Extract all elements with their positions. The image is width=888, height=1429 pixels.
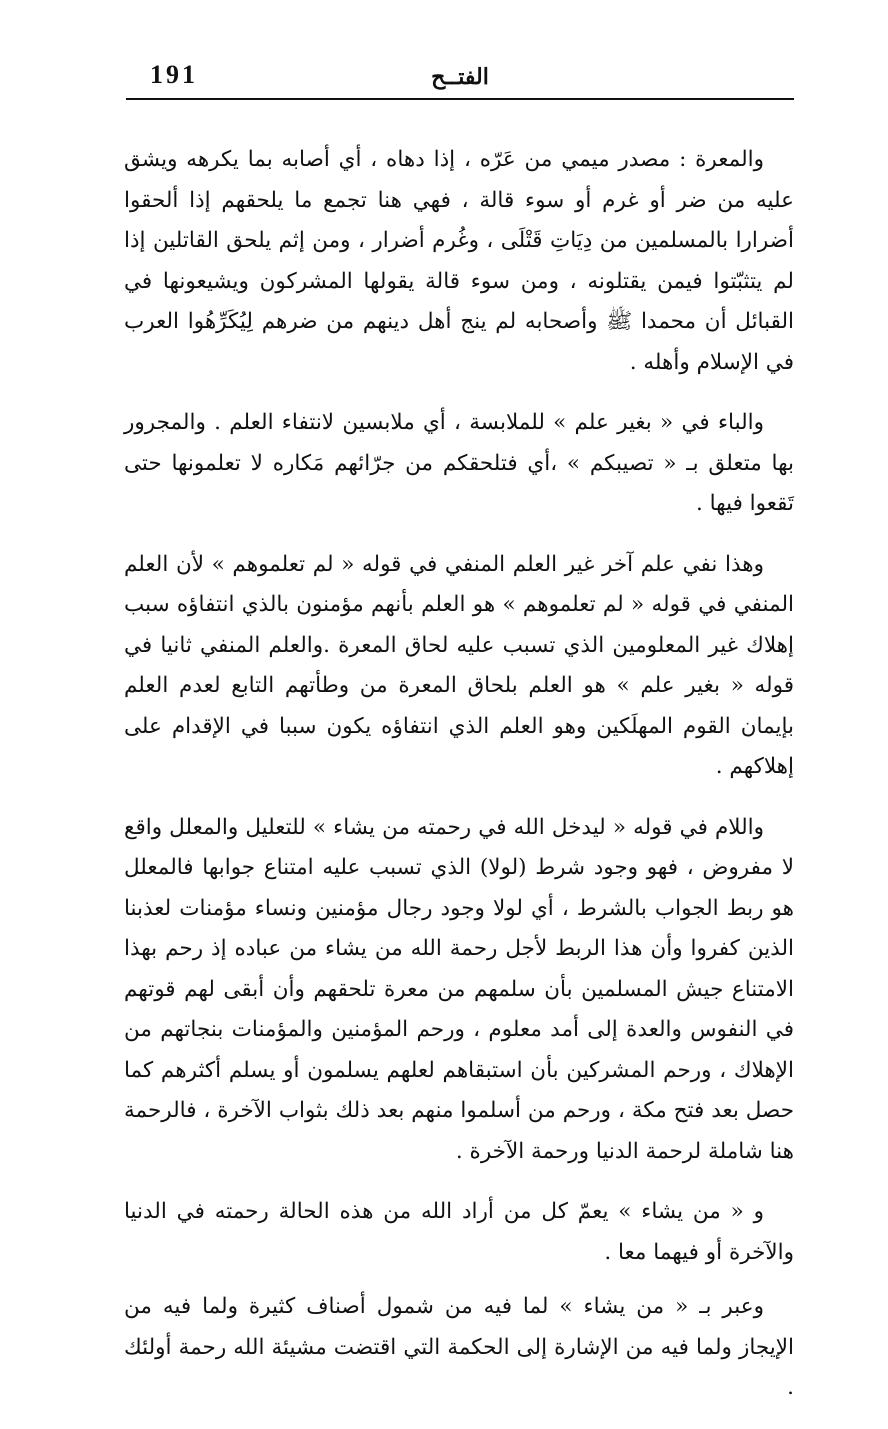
- body-text: [124, 140, 794, 1429]
- paragraph-2: والباء في « بغير علم » للملابسة ، أي ملابسين لانتفاء العلم . والمجرور بها متعلق بـ « تصيبكم » ،أي فتلحقكم من جرّائهم مَكاره لا تعلمونها حتى تَقعوا فيها .: [124, 410, 794, 516]
- running-title: الفتــح: [431, 64, 489, 90]
- paragraph-1: والمعرة : مصدر ميمي من عَرّه ، إذا دهاه ، أي أصابه بما يكرهه ويشق عليه من ضر أو غرم أو سوء قالة ، فهي هنا تجمع ما يلحقهم إذا ألحقوا أضرارا بالمسلمين من دِيَاتِ قَتْلَى ، وغُرم أضرار ، ومن إثم يلحق القاتلين إذا لم يتثبّتوا فيمن يقتلونه ، ومن سوء قالة يقولها المشركون ويشيعونها في القبائل أن محمدا ﷺ وأصحابه لم ينج أهل دينهم من ضرهم لِيُكَرِّهُوا العرب في الإسلام وأهله .: [124, 147, 794, 375]
- paragraph-4: واللام في قوله « ليدخل الله في رحمته من يشاء » للتعليل والمعلل واقع لا مفروض ، فهو وجود شرط (لولا) الذي تسبب عليه امتناع جوابها فالمعلل هو ربط الجواب بالشرط ، أي لولا وجود رجال مؤمنين ونساء مؤمنات لعذبنا الذين كفروا وأن هذا الربط لأجل رحمة الله من يشاء من عباده إذ رحم بهذا الامتناع جيش المسلمين بأن سلمهم من معرة تلحقهم وأن أبقى لهم قوتهم في النفوس والعدة إلى أمد معلوم ، ورحم المؤمنين والمؤمنات بنجاتهم من الإهلاك ، ورحم المشركين بأن استبقاهم لعلهم يسلمون أو يسلم أكثرهم كما حصل بعد فتح مكة ، ورحم من أسلموا منهم بعد ذلك بثواب الآخرة ، فالرحمة هنا شاملة لرحمة الدنيا ورحمة الآخرة .: [124, 814, 794, 1164]
- page-number: 191: [150, 60, 198, 89]
- paragraph-5: و « من يشاء » يعمّ كل من أراد الله من هذه الحالة رحمته في الدنيا والآخرة أو فيهما معا .: [124, 1199, 794, 1265]
- header-rule: [126, 98, 794, 100]
- paragraph-6: وعبر بـ « من يشاء » لما فيه من شمول أصناف كثيرة ولما فيه من الإيجاز ولما فيه من الإشارة إلى الحكمة التي اقتضت مشيئة الله رحمة أولئك .: [124, 1294, 794, 1400]
- paragraph-3: وهذا نفي علم آخر غير العلم المنفي في قوله « لم تعلموهم » لأن العلم المنفي في قوله « لم تعلموهم » هو العلم بأنهم مؤمنون بالذي انتفاؤه سبب إهلاك غير المعلومين الذي تسبب عليه لحاق المعرة .والعلم المنفي ثانيا في قوله « بغير علم » هو العلم بلحاق المعرة من وطأتهم التابع لعدم العلم بإيمان القوم المهلَكين وهو العلم الذي انتفاؤه يكون سببا في الإقدام على إهلاكهم .: [124, 551, 794, 779]
